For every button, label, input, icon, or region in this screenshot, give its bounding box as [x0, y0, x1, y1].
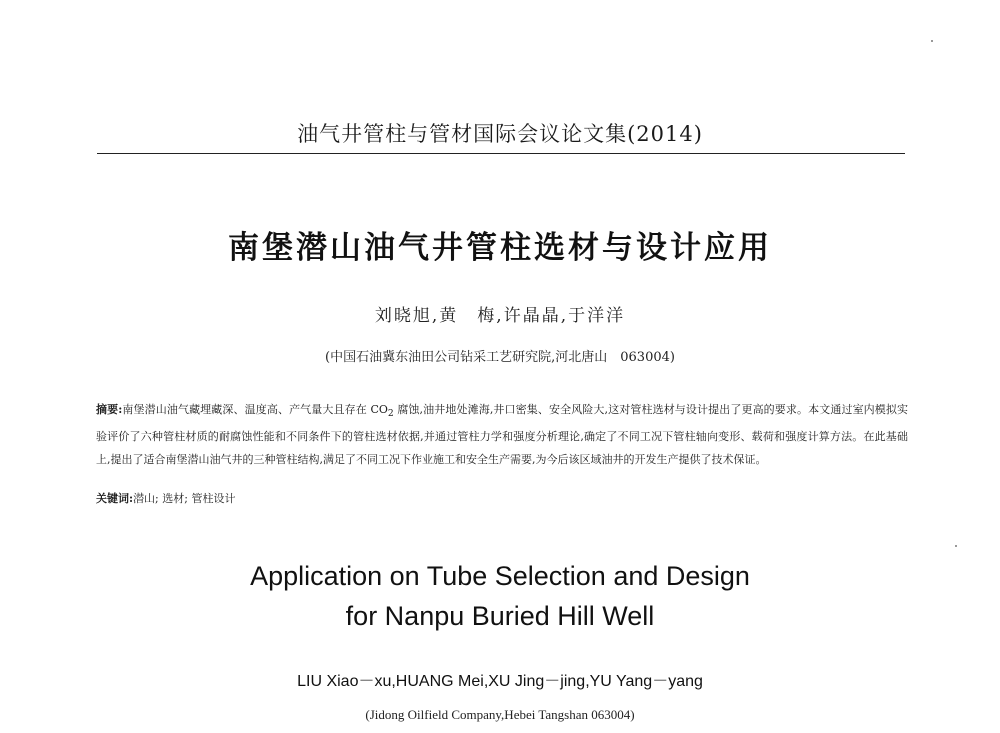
- abstract-text-part1: 南堡潜山油气藏埋藏深、温度高、产气量大且存在 CO: [122, 403, 388, 416]
- header-rule: [97, 153, 905, 154]
- authors-english: LIU Xiao－xu,HUANG Mei,XU Jing－jing,YU Yang－yang: [297, 673, 703, 690]
- paper-title-english-line1: Application on Tube Selection and Design: [250, 561, 750, 591]
- abstract-chinese: [96, 398, 908, 471]
- authors-chinese: 刘晓旭,黄 梅,许晶晶,于洋洋: [374, 306, 626, 326]
- keywords-chinese: [96, 489, 908, 509]
- abstract-text-part2: 腐蚀,油井地处滩海,井口密集、安全风险大,这对管柱选材与设计提出了更高的要求。本文通过室内模拟实验评价了六种管柱材质的耐腐蚀性能和不同条件下的管柱选材依据,并通过管柱力学和强度分析理论,确定了不同工况下管柱轴向变形、载荷和强度计算方法。在此基础上,提出了适合南堡潜山油气井的三种管柱结构,满足了不同工况下作业施工和安全生产需要,为今后该区域油井的开发生产提供了技术保证。: [96, 403, 909, 467]
- paper-title-english-line2: for Nanpu Buried Hill Well: [345, 601, 655, 631]
- proceedings-header: 油气井管柱与管材国际会议论文集(2014): [297, 122, 703, 146]
- affiliation-english: (Jidong Oilfield Company,Hebei Tangshan 063004): [365, 707, 635, 722]
- abstract-subscript: 2: [387, 408, 394, 420]
- paper-title-chinese: 南堡潜山油气井管柱选材与设计应用: [228, 230, 772, 266]
- scan-speck: [931, 40, 933, 42]
- keywords-text: 潜山; 选材; 管柱设计: [133, 492, 236, 505]
- abstract-label: 摘要:: [96, 403, 123, 416]
- affiliation-chinese: (中国石油冀东油田公司钻采工艺研究院,河北唐山 063004): [325, 350, 675, 365]
- scan-speck: [955, 545, 957, 547]
- paper-title-english: [0, 556, 1000, 636]
- keywords-label: 关键词:: [96, 492, 134, 505]
